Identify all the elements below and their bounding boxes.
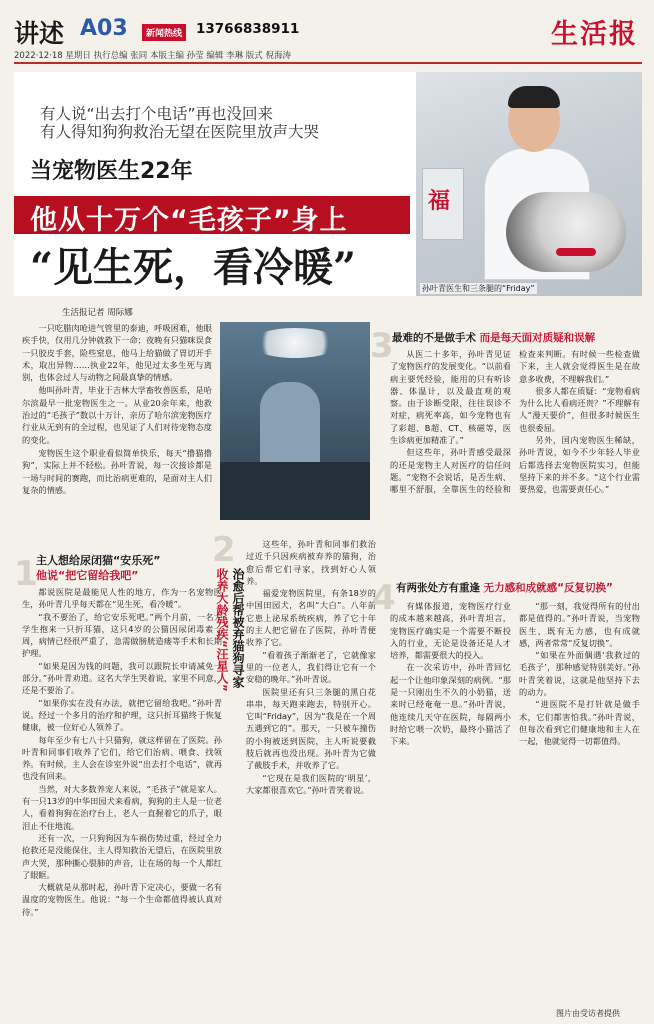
body-paragraph: 从医二十多年，孙叶青见证了宠物医疗的发展变化。“以前看病主要凭经验，能用的只有听诊器、体温计，以及最直观的观察。由于诊断受限，往往误诊不对症，病死率高，如今宠物也有了彩超、B超、CT、核磁等，医生诊病更加精准了。” <box>390 349 511 446</box>
body-paragraph: 很多人都在质疑：“宠物看病为什么比人看病还贵？”不理解有人“漫天要价”，但很多时候医生也很委屈。 <box>519 385 640 433</box>
operating-table <box>220 462 370 520</box>
section-1-number: 1 <box>14 554 38 594</box>
headline-main: 他从十万个“毛孩子”身上 <box>30 205 348 236</box>
intro-paragraph: 宠物医生这个职业看似简单快乐，每天“撸猫撸狗”，实际上并不轻松。孙叶青说，每一次接诊都是一场与时间的赛跑，而比治病更难的，是面对主人们复杂的情感。 <box>22 447 212 495</box>
surgeon-figure <box>260 382 320 472</box>
section-1-body <box>22 586 222 1006</box>
hospital-sign-text: 福 <box>428 189 451 214</box>
body-paragraph: 还有一次，一只狗狗因为车祸伤势过重，经过全力抢救还是没能保住，主人得知救治无望后，在医院里放声大哭，那种撕心裂肺的声音，让在场的每一个人都红了眼眶。 <box>22 832 222 880</box>
body-paragraph: 另外，国内宠物医生稀缺，孙叶青说，如今不少年轻人毕业后都选择去宠物医院实习，但能坚持下来的并不多。“这个行业需要热爱，也需要责任心。” <box>519 435 640 495</box>
issue-meta: 2022·12·18 星期日 执行总编 张同 本版主编 孙莹 编辑 李琳 版式 倪海涛 <box>14 51 291 61</box>
section-3-title <box>392 330 595 345</box>
subtitle-line-1: 有人说“出去打个电话”再也没回来 <box>40 105 274 123</box>
body-paragraph: 这些年，孙叶青和同事们救治过近千只因疾病被弃养的猫狗，治愈后帮它们寻家，找到好心人领养。 <box>246 539 376 586</box>
photo-caption: 孙叶青医生和三条腿的“Friday” <box>422 284 535 293</box>
body-paragraph: “我不要治了，给它安乐死吧。”两个月前，一名大学生抱来一只折耳猫，这只4岁的公猫因尿闭毒素一周，病情已经很严重了，急需做膀胱造瘘等手术和长期护理。 <box>22 611 222 659</box>
section-1-title: 主人想给尿闭猫“安乐死” <box>36 554 161 567</box>
section-4-title-b: 无力感和成就感“反复切换” <box>483 582 613 594</box>
body-paragraph: “看着孩子渐渐老了，它就像家里的一位老人，我们得让它有一个安稳的晚年。”孙叶青说。 <box>246 649 376 685</box>
section-3-title-a: 最难的不是做手术 <box>392 332 476 344</box>
dog-figure <box>506 192 626 272</box>
body-paragraph: “它现在是我们医院的‘明星’，大家都很喜欢它。”孙叶青笑着说。 <box>246 772 376 795</box>
body-paragraph: 有媒体报道，宠物医疗行业的成本越来越高，孙叶青坦言，宠物医疗确实是一个需要不断投入的行业，无论是设备还是人才培养，都需要很大的投入。 <box>390 601 511 661</box>
page-number: A03 <box>80 16 128 41</box>
body-paragraph: 当然，对大多数养宠人来说，“毛孩子”就是家人。有一只13岁的中华田园犬来看病，狗狗的主人是一位老人，看着狗狗在治疗台上，老人一直握着它的爪子，眼泪止不住地流。 <box>22 783 222 831</box>
intro-paragraph: 一只吃腊肉呛进气管里的泰迪，呼吸困难，他眼疾手快，仅用几分钟就救下一命；夜晚有只猫咪误食一只胶皮手套，险些窒息，他马上给猫做了胃切开手术，取出异物……执业22年，他见过太多生死与离别，也体会过人与动物之间最真挚的情感。 <box>22 323 212 383</box>
surgical-lamp <box>250 328 340 358</box>
body-paragraph: 每年至少有七八十只猫狗，就这样留在了医院。孙叶青和同事们收养了它们，给它们治病、喂食、找领养。有时候，主人会在诊室外说“出去打个电话”，就再也没有回来。 <box>22 734 222 782</box>
byline: 生活报记者 周际娜 <box>62 308 133 318</box>
intro-paragraph: 他叫孙叶青，毕业于吉林大学畜牧兽医系，是哈尔滨最早一批宠物医生之一。从业20余年来，他救治过的“毛孩子”数以十万计，亲历了哈尔滨宠物医疗行业从无到有的全过程，也见证了人们对待宠物态度的变化。 <box>22 385 212 445</box>
body-paragraph: “如果在外面偶遇‘我救过的毛孩子’，那种感觉特别美好。”孙叶青笑着说，这就是他坚持下去的动力。 <box>519 650 640 698</box>
hotline-label: 新闻热线 <box>142 24 186 41</box>
intro-text <box>22 322 212 497</box>
body-paragraph: “如果你实在没有办法，就把它留给我吧。”孙叶青说。经过一个多月的治疗和护理，这只折耳猫终于恢复健康，被一位好心人领养了。 <box>22 697 222 733</box>
body-paragraph: 福爱宠物医院里，有条18岁的中国田园犬，名叫“大白”。八年前它患上泌尿系统疾病，养了它十年的主人把它留在了医院，孙叶青便收养了它。 <box>246 588 376 648</box>
photo-credit: 图片由受访者提供 <box>556 1009 620 1018</box>
newspaper-brand: 生活报 <box>551 19 638 50</box>
body-paragraph: 医院里还有只三条腿的黑白花串串，每天跑来跑去，特别开心。它叫“Friday”，因为“我是在一个周五遇到它的”。那天，一只被车撞伤的小狗被送到医院，主人听说要截肢后就再也没出现。孙叶青为它做了截肢手术，并收养了它。 <box>246 686 376 771</box>
section-1-subtitle: 他说“把它留给我吧” <box>36 569 139 582</box>
section-3-number: 3 <box>370 326 394 366</box>
section-2-number: 2 <box>212 530 236 570</box>
doctor-hair <box>508 86 560 108</box>
body-paragraph: 都说医院是最能见人性的地方，作为一名宠物医生，孙叶青几乎每天都在“见生死，看冷暖”。 <box>22 587 222 610</box>
body-paragraph: “如果是因为钱的问题，我可以跟院长申请减免一部分。”孙叶青劝道。这名大学生哭着说，家里不同意，还是不要治了。 <box>22 660 222 696</box>
subtitle-line-2: 有人得知狗狗救治无望在医院里放声大哭 <box>40 123 320 141</box>
body-paragraph: “进医院不是打针就是做手术，它们都害怕我。”孙叶青说，但每次看到它们健康地和主人在一起，他就觉得一切都值得。 <box>519 699 640 747</box>
section-2-title-a: 治愈后帮被弃猫狗寻家 <box>231 568 245 688</box>
section-3-title-b: 而是每天面对质疑和误解 <box>479 332 596 344</box>
doctor-with-dog-photo <box>416 72 642 296</box>
section-name: 讲述 <box>14 19 65 48</box>
section-2-vertical-title <box>216 568 246 968</box>
section-2-body <box>246 538 376 1008</box>
dog-collar <box>556 248 596 256</box>
section-4-body <box>390 600 640 1000</box>
section-3-body <box>390 348 640 568</box>
surgery-photo <box>220 322 370 520</box>
header-divider <box>14 62 642 64</box>
body-paragraph: 在一次采访中，孙叶青回忆起一个让他印象深刻的病例。“那是一只刚出生不久的小奶猫，送来时已经奄奄一息。”孙叶青说，他连续几天守在医院，每隔两小时给它喂一次奶，最终小猫活了下来。 <box>390 662 511 747</box>
body-paragraph: 大概就是从那时起，孙叶青下定决心，要做一名有温度的宠物医生。他说：“每一个生命都值得被认真对待。” <box>22 882 222 917</box>
masthead <box>14 12 642 62</box>
body-paragraph: “那一刻，我觉得所有的付出都是值得的。”孙叶青说，当宠物医生，既有无力感，也有成就感，两者常常“反复切换”。 <box>519 601 640 648</box>
hotline-number: 13766838911 <box>196 21 300 37</box>
section-4-number: 4 <box>372 578 396 618</box>
body-paragraph: 但这些年，孙叶青感受最深的还是宠物主人对医疗的信任问题。“宠物不会说话，是否生病、哪里不舒服，全靠医生的经验和检查来判断。有时候一些检查做下来，主人就会觉得医生是在故意多收费，不理解我们。” <box>390 349 640 495</box>
section-4-title <box>396 580 613 595</box>
section-4-title-a: 有两张处方有重逢 <box>396 582 480 594</box>
headline-intro: 当宠物医生22年 <box>30 159 193 184</box>
headline-quote: “见生死，看冷暖” <box>30 244 357 291</box>
section-2-title-b: 收养大龄残疾“汪星人” <box>215 568 229 692</box>
